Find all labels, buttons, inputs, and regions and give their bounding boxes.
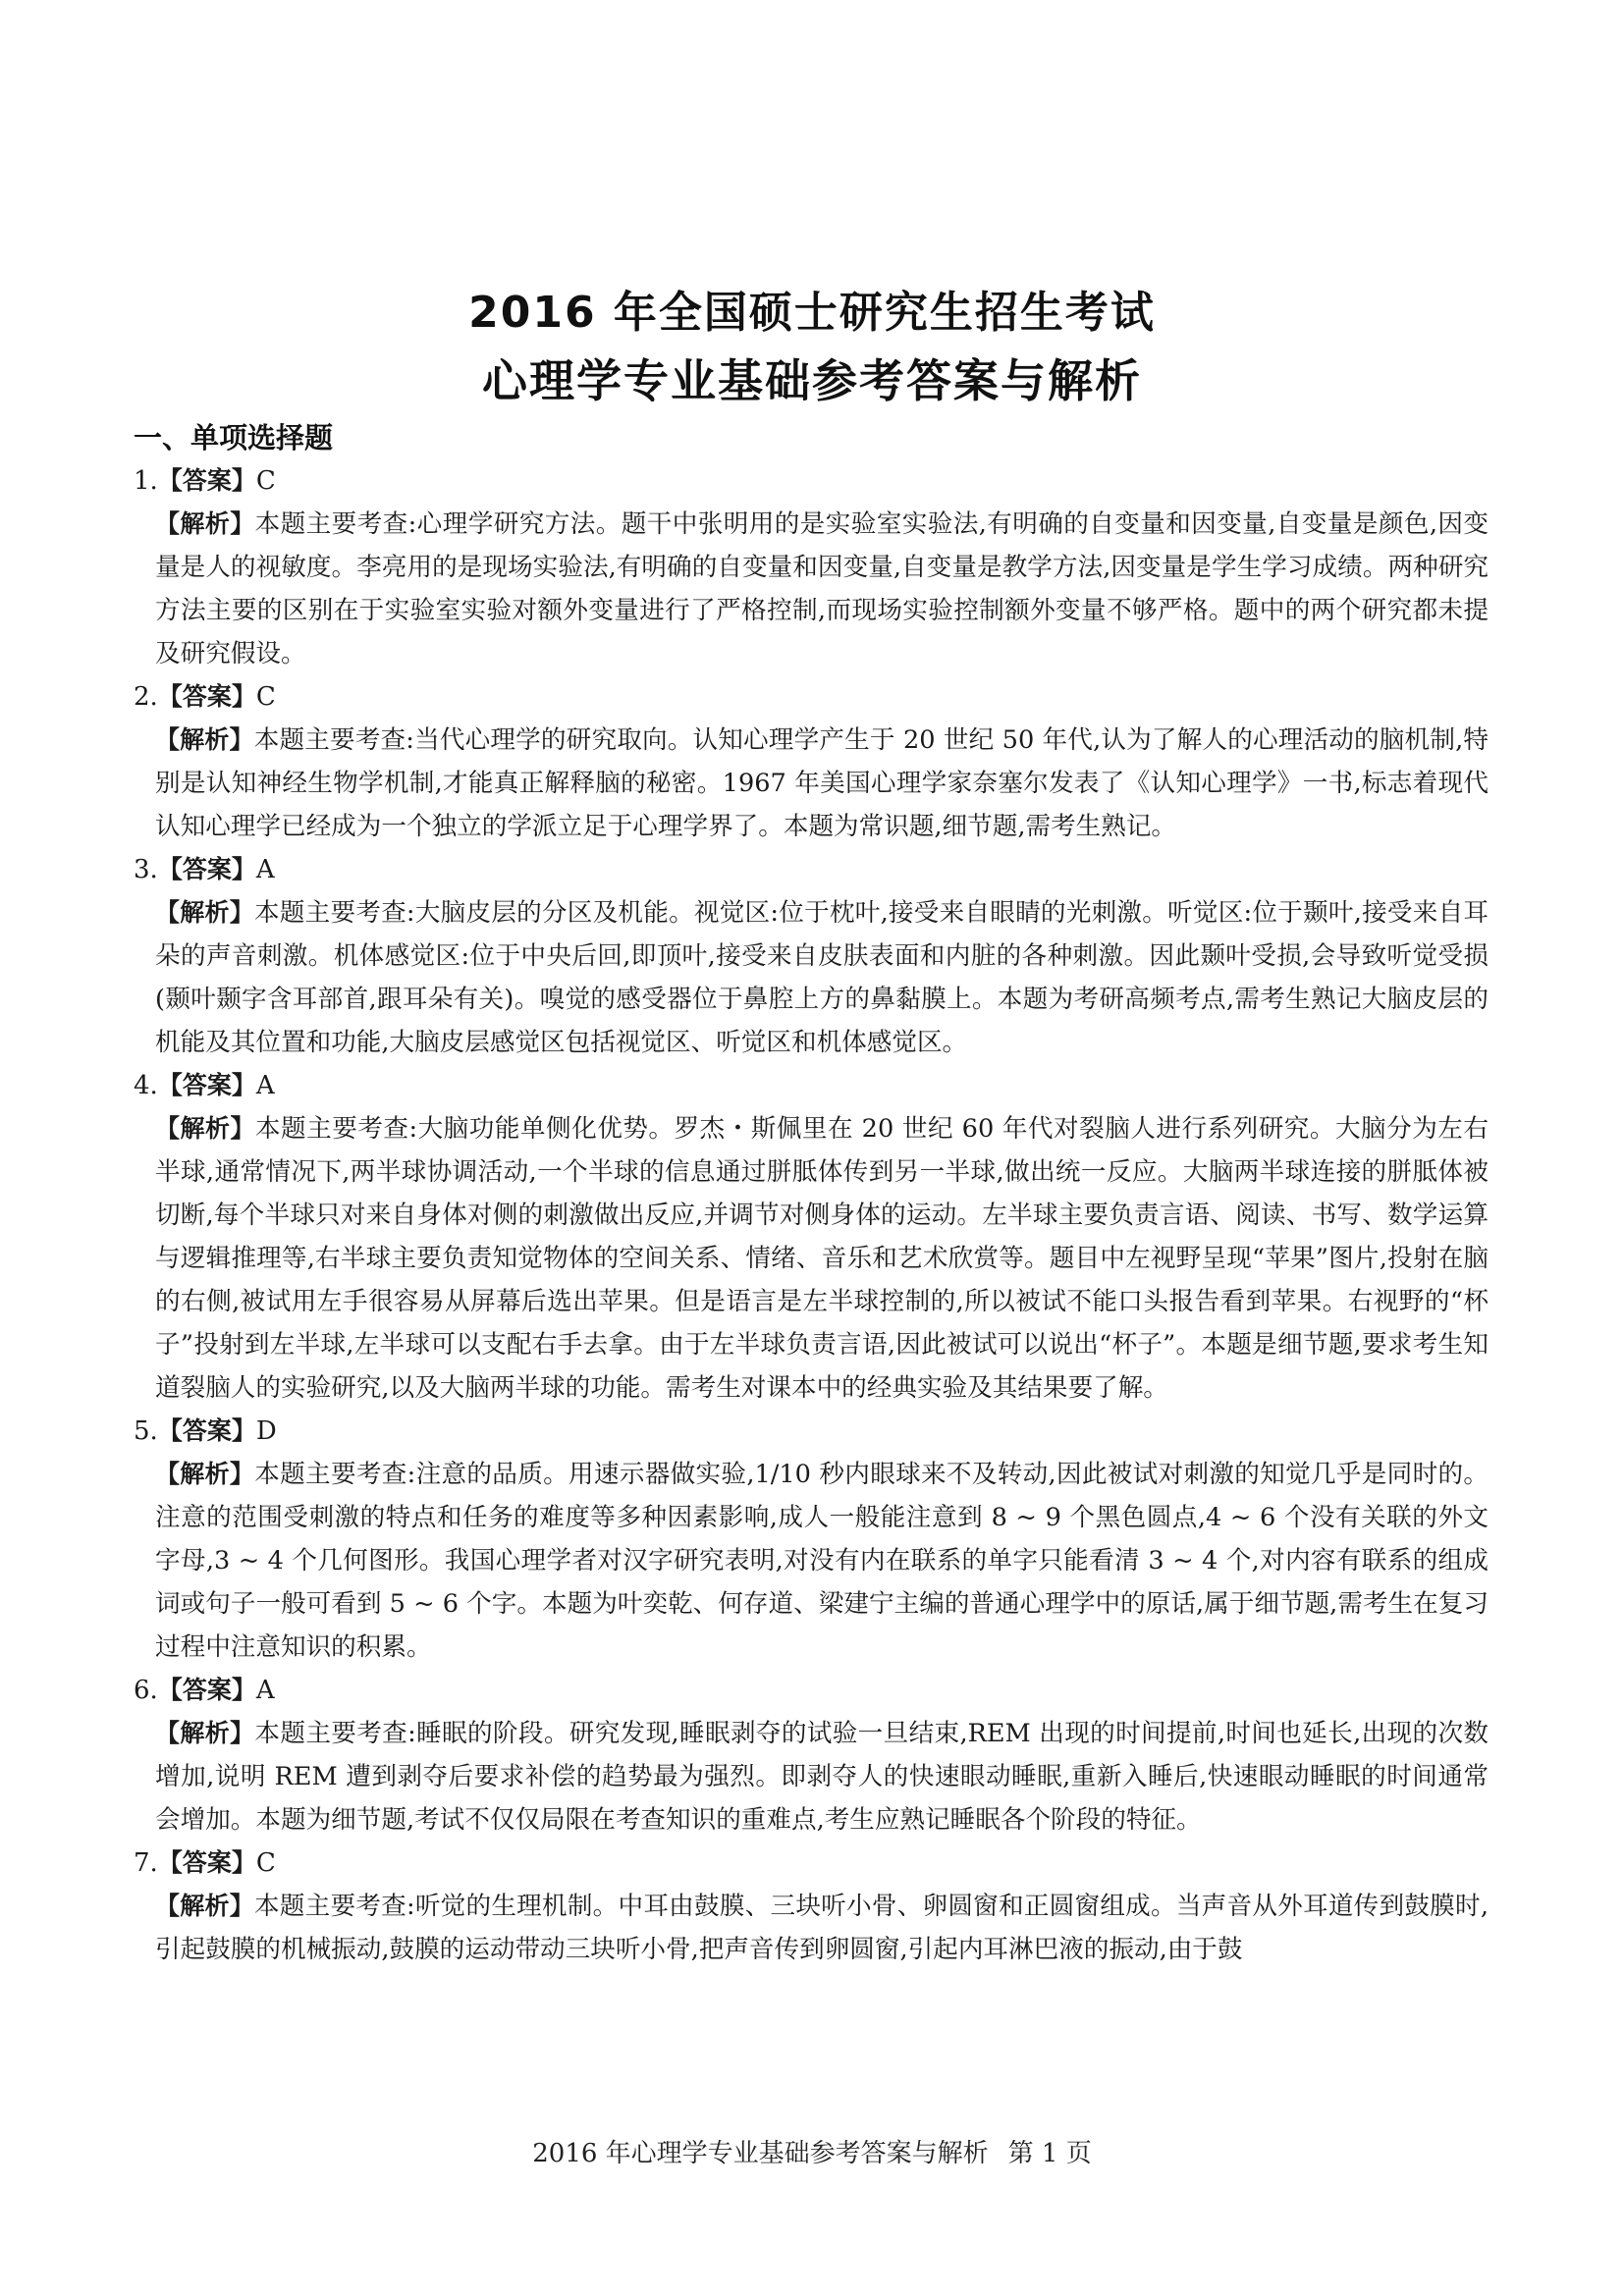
page-number: 第 1 页 bbox=[1007, 2139, 1092, 2168]
answer-line bbox=[134, 848, 1489, 891]
question-item bbox=[134, 1064, 1489, 1410]
question-number: 1. bbox=[134, 466, 158, 496]
question-list bbox=[134, 459, 1489, 2128]
analysis-tag: 【解析】 bbox=[155, 1892, 254, 1920]
answer-line bbox=[134, 1410, 1489, 1453]
analysis-text: 本题主要考查:睡眠的阶段。研究发现,睡眠剥夺的试验一旦结束,REM 出现的时间提前,时间也延长,出现的次数增加,说明 REM 遭到剥夺后要求补偿的趋势最为强烈。即剥夺人的快速眼动睡眠,重新入睡后,快速眼动睡眠的时间通常会增加。本题为细节题,考试不仅仅局限在考查知识的重难点,考生应熟记睡眠各个阶段的特征。 bbox=[155, 1719, 1489, 1835]
answer-value: C bbox=[255, 682, 276, 712]
footer-text: 2016 年心理学专业基础参考答案与解析 bbox=[532, 2139, 989, 2168]
question-item bbox=[134, 848, 1489, 1064]
analysis-paragraph bbox=[155, 1453, 1489, 1669]
answer-line bbox=[134, 1064, 1489, 1107]
analysis-paragraph bbox=[155, 719, 1489, 848]
answer-value: C bbox=[255, 1848, 276, 1878]
analysis-tag: 【解析】 bbox=[155, 725, 254, 754]
analysis-tag: 【解析】 bbox=[155, 898, 254, 927]
analysis-paragraph bbox=[155, 1107, 1489, 1410]
analysis-paragraph bbox=[155, 891, 1489, 1064]
page-title-line1: 2016 年全国硕士研究生招生考试 bbox=[468, 288, 1156, 338]
analysis-text: 本题主要考查:听觉的生理机制。中耳由鼓膜、三块听小骨、卵圆窗和正圆窗组成。当声音从外耳道传到鼓膜时,引起鼓膜的机械振动,鼓膜的运动带动三块听小骨,把声音传到卵圆窗,引起内耳淋巴液的振动,由于鼓 bbox=[155, 1892, 1489, 1964]
analysis-paragraph bbox=[155, 503, 1489, 675]
answer-value: D bbox=[255, 1416, 277, 1446]
analysis-text: 本题主要考查:心理学研究方法。题干中张明用的是实验室实验法,有明确的自变量和因变量,自变量是颜色,因变量是人的视敏度。李亮用的是现场实验法,有明确的自变量和因变量,自变量是教学方法,因变量是学生学习成绩。两种研究方法主要的区别在于实验室实验对额外变量进行了严格控制,而现场实验控制额外变量不够严格。题中的两个研究都未提及研究假设。 bbox=[155, 509, 1489, 668]
answer-value: C bbox=[255, 466, 276, 496]
question-number: 4. bbox=[134, 1071, 158, 1100]
analysis-tag: 【解析】 bbox=[155, 1719, 255, 1747]
analysis-text: 本题主要考查:大脑皮层的分区及机能。视觉区:位于枕叶,接受来自眼睛的光刺激。听觉区:位于颞叶,接受来自耳朵的声音刺激。机体感觉区:位于中央后回,即顶叶,接受来自皮肤表面和内脏的各种刺激。因此颞叶受损,会导致听觉受损(颞叶颞字含耳部首,跟耳朵有关)。嗅觉的感受器位于鼻腔上方的鼻黏膜上。本题为考研高频考点,需考生熟记大脑皮层的机能及其位置和功能,大脑皮层感觉区包括视觉区、听觉区和机体感觉区。 bbox=[155, 898, 1489, 1057]
answer-tag: 【答案】 bbox=[157, 1416, 256, 1445]
analysis-tag: 【解析】 bbox=[155, 509, 255, 538]
analysis-text: 本题主要考查:注意的品质。用速示器做实验,1/10 秒内眼球来不及转动,因此被试对刺激的知觉几乎是同时的。注意的范围受刺激的特点和任务的难度等多种因素影响,成人一般能注意到 8 ~ 9 个黑色圆点,4 ~ 6 个没有关联的外文字母,3 ~ 4 个几何图形。我国心理学者对汉字研究表明,对没有内在联系的单字只能看清 3 ~ 4 个,对内容有联系的组成词或句子一般可看到 5 ~ 6 个字。本题为叶奕乾、何存道、梁建宁主编的普通心理学中的原话,属于细节题,需考生在复习过程中注意知识的积累。 bbox=[155, 1460, 1489, 1662]
answer-value: A bbox=[255, 1071, 275, 1100]
answer-value: A bbox=[255, 855, 275, 884]
analysis-tag: 【解析】 bbox=[155, 1460, 255, 1488]
page-title-line2: 心理学专业基础参考答案与解析 bbox=[482, 354, 1142, 407]
answer-tag: 【答案】 bbox=[157, 1848, 256, 1877]
answer-tag: 【答案】 bbox=[157, 1676, 256, 1704]
question-number: 2. bbox=[134, 682, 158, 712]
question-item bbox=[134, 1669, 1489, 1842]
question-item bbox=[134, 459, 1489, 675]
question-number: 5. bbox=[134, 1416, 158, 1446]
answer-tag: 【答案】 bbox=[157, 682, 256, 711]
page-footer bbox=[0, 2133, 1624, 2169]
answer-line bbox=[134, 675, 1489, 719]
answer-tag: 【答案】 bbox=[157, 855, 256, 883]
question-number: 6. bbox=[134, 1676, 158, 1705]
analysis-text: 本题主要考查:当代心理学的研究取向。认知心理学产生于 20 世纪 50 年代,认为了解人的心理活动的脑机制,特别是认知神经生物学机制,才能真正解释脑的秘密。1967 年美国心理学家奈塞尔发表了《认知心理学》一书,标志着现代认知心理学已经成为一个独立的学派立足于心理学界了。本题为常识题,细节题,需考生熟记。 bbox=[155, 725, 1489, 841]
answer-line bbox=[134, 459, 1489, 503]
analysis-paragraph bbox=[155, 1885, 1489, 1971]
question-item bbox=[134, 1842, 1489, 1971]
answer-value: A bbox=[255, 1676, 275, 1705]
answer-tag: 【答案】 bbox=[157, 1071, 256, 1099]
analysis-paragraph bbox=[155, 1712, 1489, 1842]
question-item bbox=[134, 675, 1489, 848]
section-heading: 一、单项选择题 bbox=[134, 421, 334, 454]
question-number: 7. bbox=[134, 1848, 158, 1878]
answer-line bbox=[134, 1842, 1489, 1885]
analysis-tag: 【解析】 bbox=[155, 1114, 255, 1143]
question-number: 3. bbox=[134, 855, 158, 884]
question-item bbox=[134, 1410, 1489, 1669]
answer-tag: 【答案】 bbox=[157, 466, 256, 495]
answer-line bbox=[134, 1669, 1489, 1712]
analysis-text: 本题主要考查:大脑功能单侧化优势。罗杰・斯佩里在 20 世纪 60 年代对裂脑人进行系列研究。大脑分为左右半球,通常情况下,两半球协调活动,一个半球的信息通过胼胝体传到另一半球,做出统一反应。大脑两半球连接的胼胝体被切断,每个半球只对来自身体对侧的刺激做出反应,并调节对侧身体的运动。左半球主要负责言语、阅读、书写、数学运算与逻辑推理等,右半球主要负责知觉物体的空间关系、情绪、音乐和艺术欣赏等。题目中左视野呈现“苹果”图片,投射在脑的右侧,被试用左手很容易从屏幕后选出苹果。但是语言是左半球控制的,所以被试不能口头报告看到苹果。右视野的“杯子”投射到左半球,左半球可以支配右手去拿。由于左半球负责言语,因此被试可以说出“杯子”。本题是细节题,要求考生知道裂脑人的实验研究,以及大脑两半球的功能。需考生对课本中的经典实验及其结果要了解。 bbox=[155, 1114, 1489, 1403]
